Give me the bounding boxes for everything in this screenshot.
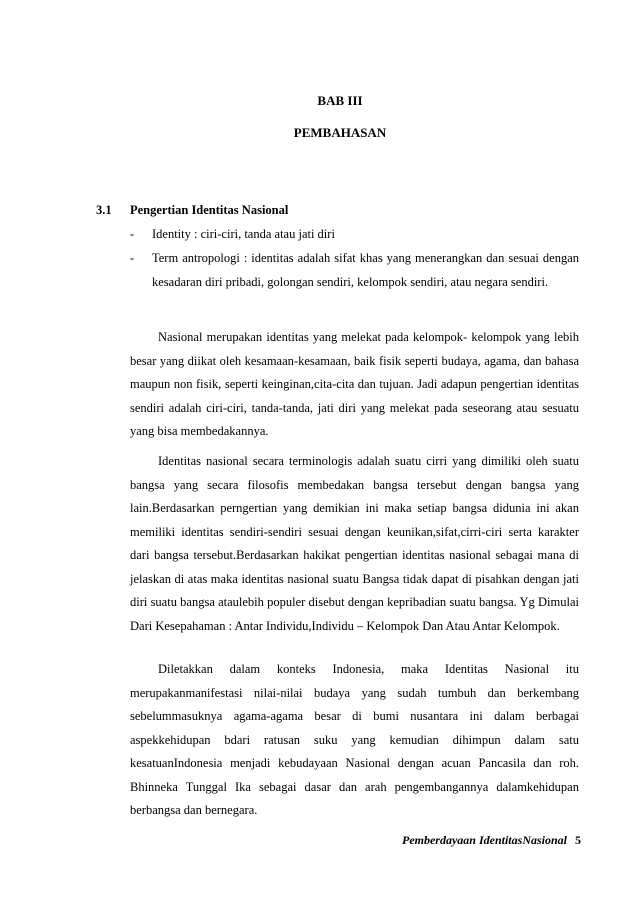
bullet-text: Identity : ciri-ciri, tanda atau jati diri (152, 227, 335, 241)
paragraph: Identitas nasional secara terminologis adalah suatu cirri yang dimiliki oleh suatu bangsa yang secara filosofis membedakan bangsa tersebut dengan bangsa yang lain.Berdasarkan perngertian yang demikian ini maka setiap bangsa didunia ini akan memiliki identitas sendiri-sendiri sesuai dengan keunikan,sifat,cirri-ciri serta karakter dari bangsa tersebut.Berdasarkan hakikat pengertian identitas nasional sebagai mana di jelaskan di atas maka identitas nasional suatu Bangsa tidak dapat di pisahkan dengan jati diri suatu bangsa ataulebih populer disebut dengan kepribadian suatu bangsa. Yg Dimulai Dari Kesepahaman : Antar Individu,Individu – Kelompok Dan Atau Antar Kelompok. (130, 454, 579, 633)
section-number: 3.1 (96, 203, 112, 217)
paragraph: Diletakkan dalam konteks Indonesia, maka Identitas Nasional itu merupakanmanifestasi nilai-nilai budaya yang sudah tumbuh dan berkembang sebelummasuknya agama-agama besar di bumi nusantara ini dalam berbagai aspekkehidupan bdari ratusan suku yang kemudian dihimpun dalam satu kesatuanIndonesia menjadi kebudayaan Nasional dengan acuan Pancasila dan roh. Bhinneka Tunggal Ika sebagai dasar dan arah pengembangannya dalamkehidupan berbangsa dan bernegara. (130, 662, 579, 817)
footer-title: Pemberdayaan IdentitasNasional (401, 833, 567, 847)
page-number: 5 (575, 833, 581, 847)
paragraph: Nasional merupakan identitas yang melekat pada kelompok- kelompok yang lebih besar yang diikat oleh kesamaan-kesamaan, baik fisik seperti budaya, agama, dan bahasa maupun non fisik, seperti keinginan,cita-cita dan tujuan. Jadi adapun pengertian identitas sendiri adalah ciri-ciri, tanda-tanda, jati diri yang melekat pada seseorang atau sesuatu yang bisa membedakannya. (130, 330, 579, 438)
bullet-marker: - (130, 251, 135, 265)
chapter-title: PEMBAHASAN (293, 125, 387, 140)
bullet-marker: - (130, 227, 135, 241)
bullet-text: Term antropologi : identitas adalah sifat khas yang menerangkan dan sesuai dengan kesadaran diri pribadi, golongan sendiri, kelompok sendiri, atau negara sendiri. (152, 251, 579, 289)
page-footer (402, 833, 581, 848)
chapter-number: BAB III (317, 93, 363, 108)
section-title: Pengertian Identitas Nasional (130, 203, 289, 217)
